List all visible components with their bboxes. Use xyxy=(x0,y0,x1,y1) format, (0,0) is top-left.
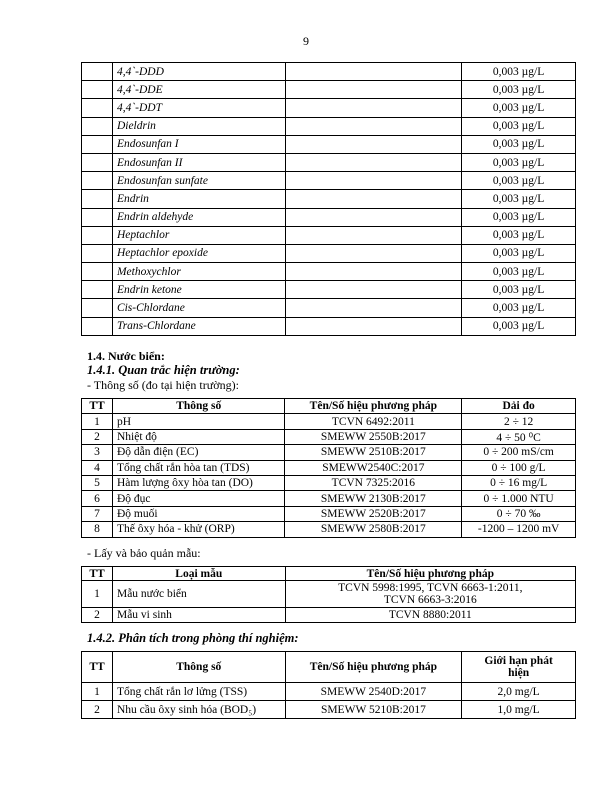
cell-pesticide-name: Dieldrin xyxy=(112,117,285,135)
header-tt: TT xyxy=(82,652,113,683)
header-tt: TT xyxy=(82,399,113,414)
table-row xyxy=(82,317,576,335)
table-row xyxy=(82,281,576,299)
cell-tt: 1 xyxy=(82,581,113,608)
cell-range: 0 ÷ 1.000 NTU xyxy=(462,491,576,506)
table-header-row xyxy=(82,567,576,581)
table-header-row xyxy=(82,652,576,683)
cell-tt: 2 xyxy=(82,701,113,719)
table-row xyxy=(82,226,576,244)
cell-tt xyxy=(82,226,113,244)
table-row xyxy=(82,683,576,701)
cell-range: 0 ÷ 16 mg/L xyxy=(462,475,576,490)
cell-limit: 0,003 µg/L xyxy=(462,81,576,99)
cell-param: Nhiệt độ xyxy=(112,429,285,444)
cell-method: SMEWW 2540D:2017 xyxy=(285,683,462,701)
cell-method xyxy=(285,153,462,171)
cell-pesticide-name: Endrin ketone xyxy=(112,281,285,299)
cell-param: Độ đục xyxy=(112,491,285,506)
table-row xyxy=(82,117,576,135)
header-param: Thông số xyxy=(112,652,285,683)
cell-limit: 0,003 µg/L xyxy=(462,299,576,317)
header-param: Thông số xyxy=(112,399,285,414)
table-row xyxy=(82,445,576,460)
cell-pesticide-name: Methoxychlor xyxy=(112,263,285,281)
table-row xyxy=(82,522,576,537)
cell-limit: 0,003 µg/L xyxy=(462,317,576,335)
cell-range: 0 ÷ 100 g/L xyxy=(462,460,576,475)
cell-param: Hàm lượng ôxy hòa tan (DO) xyxy=(112,475,285,490)
cell-limit: 0,003 µg/L xyxy=(462,244,576,262)
table-row xyxy=(82,190,576,208)
cell-tt: 4 xyxy=(82,460,113,475)
cell-method xyxy=(285,208,462,226)
cell-limit: 0,003 µg/L xyxy=(462,117,576,135)
section-heading-1-4: 1.4. Nước biển: xyxy=(87,349,165,363)
table-row xyxy=(82,172,576,190)
table-row xyxy=(82,99,576,117)
cell-pesticide-name: Endrin xyxy=(112,190,285,208)
cell-tt: 8 xyxy=(82,522,113,537)
cell-method xyxy=(285,81,462,99)
cell-tt xyxy=(82,63,113,81)
cell-tt: 7 xyxy=(82,506,113,521)
cell-method: TCVN 6492:2011 xyxy=(285,414,462,429)
cell-param: Độ muối xyxy=(112,506,285,521)
cell-method: TCVN 7325:2016 xyxy=(285,475,462,490)
method-line: TCVN 6663-3:2016 xyxy=(383,594,477,606)
cell-range: 2 ÷ 12 xyxy=(462,414,576,429)
header-tt: TT xyxy=(82,567,113,581)
cell-method: SMEWW 5210B:2017 xyxy=(285,701,462,719)
table-header-row xyxy=(82,399,576,414)
cell-tt xyxy=(82,281,113,299)
cell-tt xyxy=(82,153,113,171)
cell-pesticide-name: 4,4`-DDT xyxy=(112,99,285,117)
table-row xyxy=(82,299,576,317)
cell-method xyxy=(285,226,462,244)
cell-sample-type: Mẫu nước biển xyxy=(112,581,285,608)
table-row xyxy=(82,491,576,506)
cell-param: Nhu cầu ôxy sinh hóa (BOD₅) xyxy=(112,701,285,719)
header-line: hiện xyxy=(508,667,530,679)
cell-pesticide-name: Endrin aldehyde xyxy=(112,208,285,226)
cell-tt xyxy=(82,299,113,317)
cell-tt xyxy=(82,208,113,226)
cell-limit: 0,003 µg/L xyxy=(462,63,576,81)
cell-tt: 1 xyxy=(82,683,113,701)
cell-method xyxy=(285,172,462,190)
cell-range: 0 ÷ 70 ‰ xyxy=(462,506,576,521)
cell-tt: 6 xyxy=(82,491,113,506)
pesticide-table xyxy=(81,62,576,336)
cell-tt xyxy=(82,135,113,153)
cell-param: Tổng chất rắn hòa tan (TDS) xyxy=(112,460,285,475)
cell-sample-type: Mẫu vi sinh xyxy=(112,608,285,623)
cell-limit: 0,003 µg/L xyxy=(462,226,576,244)
cell-limit: 0,003 µg/L xyxy=(462,153,576,171)
cell-param: pH xyxy=(112,414,285,429)
cell-tt xyxy=(82,317,113,335)
cell-tt: 2 xyxy=(82,429,113,444)
field-params-intro: - Thông số (đo tại hiện trường): xyxy=(87,378,239,392)
cell-tt: 5 xyxy=(82,475,113,490)
cell-tt xyxy=(82,263,113,281)
cell-limit: 0,003 µg/L xyxy=(462,190,576,208)
table-row xyxy=(82,208,576,226)
table-row xyxy=(82,429,576,444)
header-range: Dải đo xyxy=(462,399,576,414)
table-row xyxy=(82,244,576,262)
cell-limit: 1,0 mg/L xyxy=(462,701,576,719)
header-method: Tên/Số hiệu phương pháp xyxy=(285,567,575,581)
cell-limit: 0,003 µg/L xyxy=(462,208,576,226)
table-row xyxy=(82,414,576,429)
table-row xyxy=(82,153,576,171)
header-method: Tên/Số hiệu phương pháp xyxy=(285,399,462,414)
section-heading-1-4-2: 1.4.2. Phân tích trong phòng thí nghiệm: xyxy=(87,631,299,645)
cell-pesticide-name: Cis-Chlordane xyxy=(112,299,285,317)
cell-pesticide-name: 4,4`-DDE xyxy=(112,81,285,99)
table-row xyxy=(82,475,576,490)
cell-method: TCVN 8880:2011 xyxy=(285,608,575,623)
cell-method xyxy=(285,299,462,317)
field-params-table xyxy=(81,398,576,538)
cell-tt xyxy=(82,117,113,135)
cell-method xyxy=(285,263,462,281)
cell-tt xyxy=(82,244,113,262)
cell-method: SMEWW 2580B:2017 xyxy=(285,522,462,537)
cell-tt xyxy=(82,190,113,208)
cell-tt: 1 xyxy=(82,414,113,429)
cell-method: SMEWW 2550B:2017 xyxy=(285,429,462,444)
header-sample-type: Loại mẫu xyxy=(112,567,285,581)
cell-limit: 0,003 µg/L xyxy=(462,172,576,190)
cell-range: 0 ÷ 200 mS/cm xyxy=(462,445,576,460)
cell-tt xyxy=(82,172,113,190)
cell-range: 4 ÷ 50 ⁰C xyxy=(462,429,576,444)
cell-method xyxy=(285,117,462,135)
cell-param: Tổng chất rắn lơ lửng (TSS) xyxy=(112,683,285,701)
header-line: Giới hạn phát xyxy=(484,655,553,667)
cell-method xyxy=(285,317,462,335)
cell-method: SMEWW 2130B:2017 xyxy=(285,491,462,506)
cell-method xyxy=(285,244,462,262)
cell-pesticide-name: Endosunfan I xyxy=(112,135,285,153)
cell-method xyxy=(285,135,462,153)
cell-pesticide-name: Heptachlor epoxide xyxy=(112,244,285,262)
table-row xyxy=(82,506,576,521)
table-row xyxy=(82,460,576,475)
section-heading-1-4-1: 1.4.1. Quan trắc hiện trường: xyxy=(87,363,240,377)
page-number: 9 xyxy=(303,34,309,48)
cell-method: SMEWW 2520B:2017 xyxy=(285,506,462,521)
cell-method xyxy=(285,99,462,117)
table-row xyxy=(82,63,576,81)
method-line: TCVN 5998:1995, TCVN 6663-1:2011, xyxy=(338,582,523,594)
table-row xyxy=(82,81,576,99)
table-row xyxy=(82,581,576,608)
cell-method xyxy=(285,281,462,299)
cell-pesticide-name: 4,4`-DDD xyxy=(112,63,285,81)
sampling-intro: - Lấy và bảo quản mẫu: xyxy=(87,546,201,560)
cell-tt: 3 xyxy=(82,445,113,460)
lab-analysis-table xyxy=(81,651,576,719)
cell-pesticide-name: Endosunfan sunfate xyxy=(112,172,285,190)
cell-limit: 0,003 µg/L xyxy=(462,263,576,281)
cell-method: SMEWW 2510B:2017 xyxy=(285,445,462,460)
sampling-table xyxy=(81,566,576,623)
cell-pesticide-name: Heptachlor xyxy=(112,226,285,244)
cell-method xyxy=(285,63,462,81)
table-row xyxy=(82,135,576,153)
cell-limit: 0,003 µg/L xyxy=(462,281,576,299)
cell-method: SMEWW2540C:2017 xyxy=(285,460,462,475)
header-method: Tên/Số hiệu phương pháp xyxy=(285,652,462,683)
cell-param: Độ dẫn điện (EC) xyxy=(112,445,285,460)
header-detection-limit xyxy=(462,652,576,683)
cell-limit: 2,0 mg/L xyxy=(462,683,576,701)
table-row xyxy=(82,263,576,281)
cell-pesticide-name: Trans-Chlordane xyxy=(112,317,285,335)
cell-limit: 0,003 µg/L xyxy=(462,99,576,117)
table-row xyxy=(82,608,576,623)
cell-param: Thế ôxy hóa - khử (ORP) xyxy=(112,522,285,537)
cell-pesticide-name: Endosunfan II xyxy=(112,153,285,171)
cell-range: -1200 – 1200 mV xyxy=(462,522,576,537)
cell-tt xyxy=(82,99,113,117)
cell-tt: 2 xyxy=(82,608,113,623)
cell-tt xyxy=(82,81,113,99)
cell-method xyxy=(285,581,575,608)
cell-method xyxy=(285,190,462,208)
table-row xyxy=(82,701,576,719)
cell-limit: 0,003 µg/L xyxy=(462,135,576,153)
